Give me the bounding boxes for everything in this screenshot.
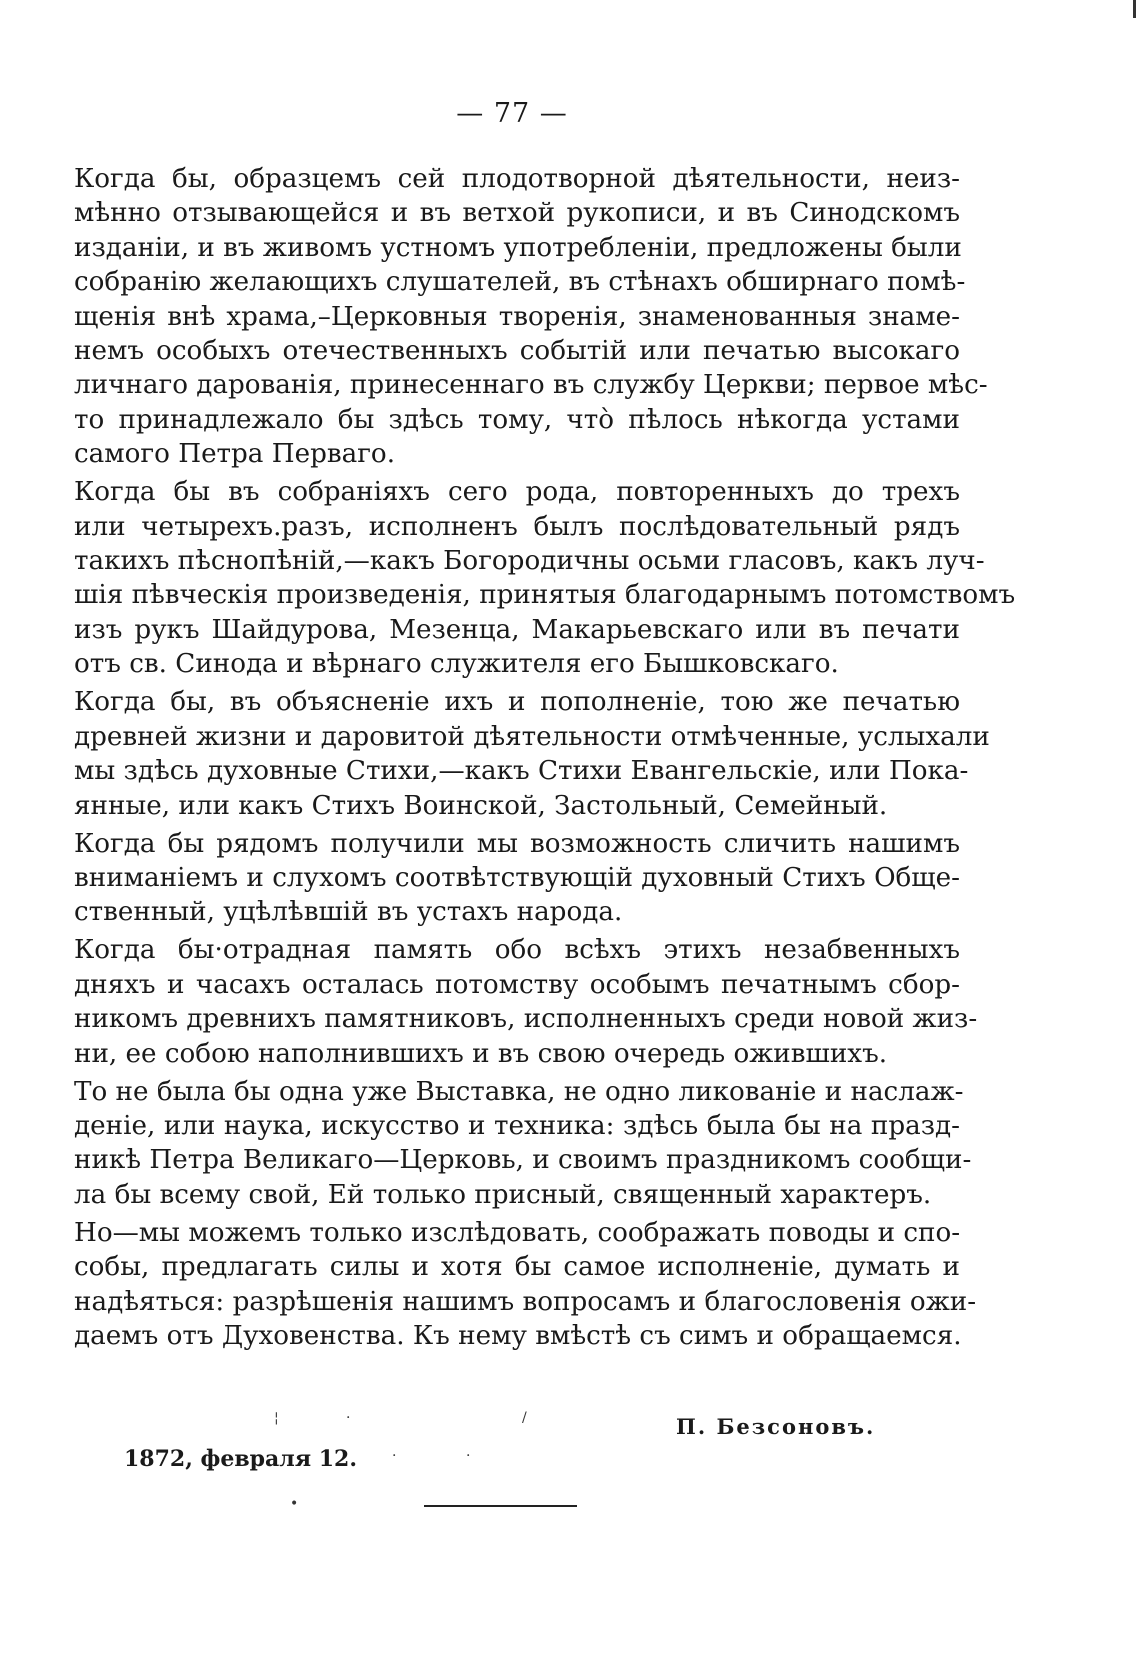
text-line: Когда бы·отрадная память обо всѣхъ этихъ незабвенныхъ [74, 935, 960, 966]
closing-rule [424, 1505, 577, 1507]
text-line: Когда бы, образцемъ сей плодотворной дѣятельности, неиз- [74, 164, 960, 194]
text-line: ла бы всему свой, Ей только присный, священный характеръ. [74, 1179, 932, 1210]
print-speck: · [392, 1448, 397, 1464]
paragraph-6 [74, 1075, 972, 1213]
text-line: или четырехъ.разъ, исполненъ былъ послѣдовательный рядъ [74, 511, 960, 542]
text-line: мѣнно отзывающейся и въ ветхой рукописи, и въ Синодскомъ [74, 198, 960, 229]
text-line: Когда бы, въ объясненіе ихъ и пополненіе, тою же печатью [74, 687, 960, 718]
text-line: никомъ древнихъ памятниковъ, исполненныхъ среди новой жиз- [74, 1004, 978, 1035]
paragraph-3 [74, 685, 990, 823]
text-line: вниманіемъ и слухомъ соотвѣтствующій духовный Стихъ Обще- [74, 862, 960, 893]
paragraph-4 [74, 827, 960, 930]
text-line: личнаго дарованія, принесеннаго въ службу Церкви; первое мѣс- [74, 370, 988, 401]
paragraph-1 [74, 162, 988, 472]
text-line: то принадлежало бы здѣсь тому, что̀ пѣлось нѣкогда устами [74, 404, 960, 435]
text-line: никѣ Петра Великаго—Церковь, и своимъ праздникомъ сообщи- [74, 1145, 972, 1176]
author-signature: П. Безсоновъ. [676, 1414, 876, 1439]
print-speck: ¦ [274, 1410, 279, 1426]
text-line: отъ св. Синода и вѣрнаго служителя его Бышковскаго. [74, 649, 839, 680]
text-line: дняхъ и часахъ осталась потомству особымъ печатнымъ сбор- [74, 969, 960, 1000]
text-line: щенія внѣ храма,–Церковныя творенія, знаменованныя знаме- [74, 301, 960, 332]
text-line: янные, или какъ Стихъ Воинской, Застольный, Семейный. [74, 790, 888, 821]
text-line: самого Петра Перваго. [74, 439, 396, 470]
text-line: шія пѣвческія произведенія, принятыя благодарнымъ потомствомъ [74, 580, 1016, 611]
text-line: изданіи, и въ живомъ устномъ употребленіи, предложены были [74, 232, 962, 263]
text-line: даемъ отъ Духовенства. Къ нему вмѣстѣ съ симъ и обращаемся. [74, 1320, 962, 1351]
paragraph-2 [74, 475, 1016, 681]
text-line: надѣяться: разрѣшенія нашимъ вопросамъ и благословенія ожи- [74, 1286, 977, 1317]
paragraph-5 [74, 933, 978, 1071]
text-line: ни, ее собою наполнившихъ и въ свою очередь ожившихъ. [74, 1038, 888, 1069]
scan-edge-mark [1133, 0, 1136, 18]
text-line: деніе, или наука, искусство и техника: здѣсь была бы на празд- [74, 1110, 960, 1141]
print-speck: · [346, 1410, 351, 1426]
text-line: немъ особыхъ отечественныхъ событій или печатью высокаго [74, 336, 960, 367]
text-line: Но—мы можемъ только изслѣдовать, соображать поводы и спо- [74, 1217, 961, 1248]
body-text [74, 162, 1016, 1357]
text-line: мы здѣсь духовные Стихи,—какъ Стихи Евангельскіе, или Пока- [74, 756, 969, 787]
print-speck: · [466, 1448, 471, 1464]
text-line: такихъ пѣснопѣній,—какъ Богородичны осьми гласовъ, какъ луч- [74, 546, 985, 577]
text-line: изъ рукъ Шайдурова, Мезенца, Макарьевскаго или въ печати [74, 614, 960, 645]
text-line: То не была бы одна уже Выставка, не одно ликованіе и наслаж- [74, 1076, 964, 1107]
page-number: — 77 — [456, 98, 568, 129]
text-line: собы, предлагать силы и хотя бы самое исполненіе, думать и [74, 1252, 960, 1283]
date-line: 1872, февраля 12. [124, 1446, 358, 1472]
print-speck: / [522, 1410, 527, 1426]
paragraph-7 [74, 1216, 977, 1354]
print-speck: • [290, 1496, 299, 1512]
text-line: древней жизни и даровитой дѣятельности отмѣченные, услыхали [74, 721, 990, 752]
text-line: Когда бы рядомъ получили мы возможность сличить нашимъ [74, 828, 960, 859]
text-line: Когда бы въ собраніяхъ сего рода, повторенныхъ до трехъ [74, 477, 960, 508]
text-line: ственный, уцѣлѣвшій въ устахъ народа. [74, 897, 623, 928]
text-line: собранію желающихъ слушателей, въ стѣнахъ обширнаго помѣ- [74, 267, 966, 298]
